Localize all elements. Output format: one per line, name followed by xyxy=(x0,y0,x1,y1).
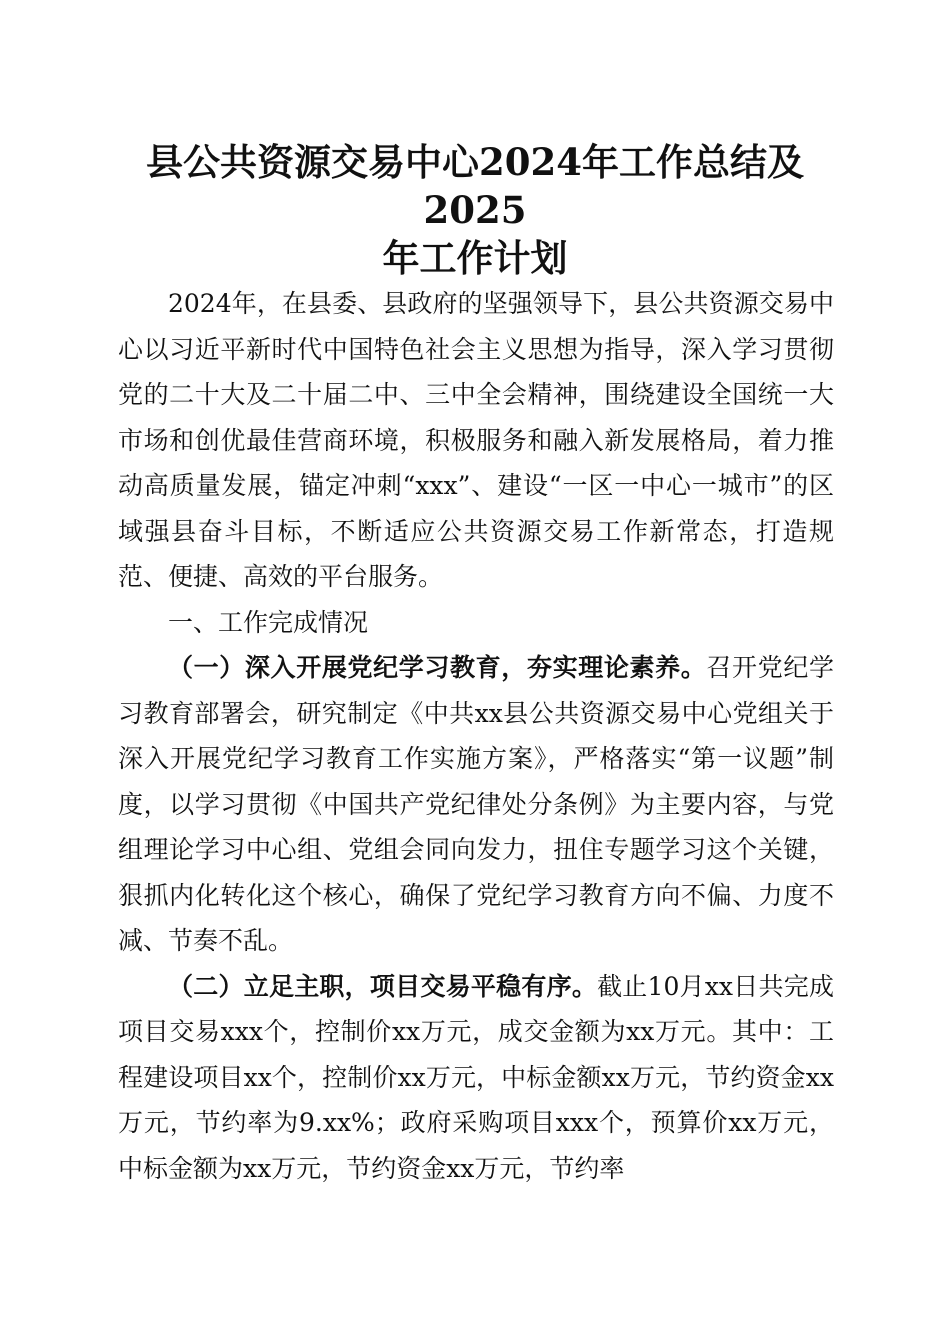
section-heading: 一、工作完成情况 xyxy=(168,607,369,637)
intro-paragraph: 2024年，在县委、县政府的坚强领导下，县公共资源交易中心以习近平新时代中国特色社会主义思想为指导，深入学习贯彻党的二十大及二十届二中、三中全会精神，围绕建设全国统一大市场和创优最佳营商环境，积极服务和融入新发展格局，着力推动高质量发展，锚定冲刺“xxx”、建设“一区一中心一城市”的区域强县奋斗目标，不断适应公共资源交易工作新常态，打造规范、便捷、高效的平台服务。 xyxy=(118,289,834,591)
item-1-body: 召开党纪学习教育部署会，研究制定《中共xx县公共资源交易中心党组关于深入开展党纪学习教育工作实施方案》，严格落实“第一议题”制度，以学习贯彻《中国共产党纪律处分条例》为主要内容，与党组理论学习中心组、党组会同向发力，扭住专题学习这个关键，狠抓内化转化这个核心，确保了党纪学习教育方向不偏、力度不减、节奏不乱。 xyxy=(118,653,834,955)
item-2-heading: （二）立足主职，项目交易平稳有序。 xyxy=(168,971,598,1001)
title-line-1: 县公共资源交易中心2024年工作总结及2025 xyxy=(146,140,804,232)
document-title xyxy=(110,138,840,282)
item-2-paragraph xyxy=(118,964,834,1192)
title-line-2: 年工作计划 xyxy=(382,236,568,280)
document-body xyxy=(118,281,834,1191)
item-1-heading: （一）深入开展党纪学习教育，夯实理论素养。 xyxy=(168,653,707,682)
item-2-body: 截止10月xx日共完成项目交易xxx个，控制价xx万元，成交金额为xx万元。其中：工程建设项目xx个，控制价xx万元，中标金额xx万元，节约资金xx万元，节约率为9.xx%；政府采购项目xxx个，预算价xx万元，中标金额为xx万元，节约资金xx万元，节约率 xyxy=(118,971,834,1183)
item-1-paragraph xyxy=(118,645,834,964)
